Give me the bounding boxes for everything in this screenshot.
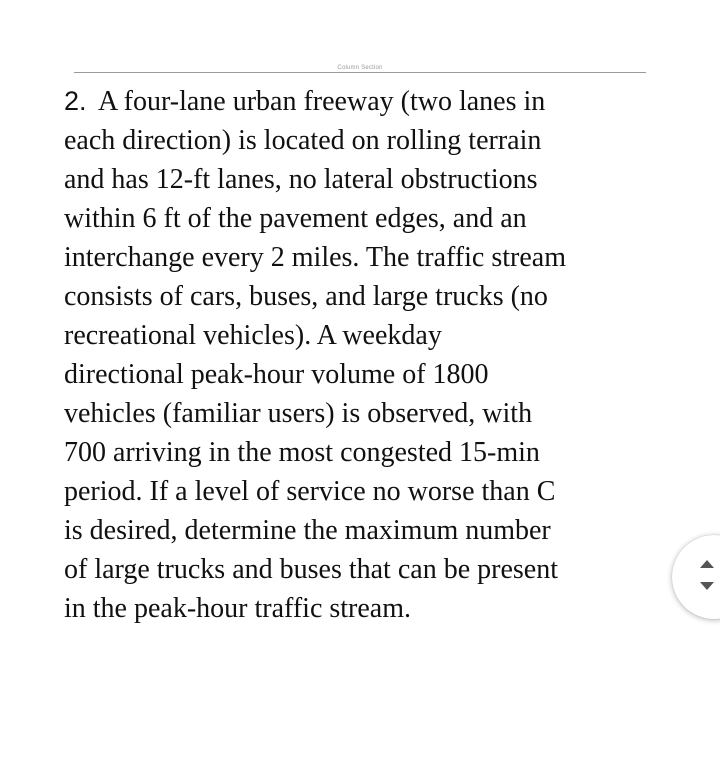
problem-line: each direction) is located on rolling terrain	[64, 125, 542, 156]
scroll-down-arrow-icon[interactable]	[700, 582, 714, 590]
scroll-up-down-button[interactable]	[672, 535, 720, 619]
problem-number: 2.	[64, 86, 87, 116]
problem-line: vehicles (familiar users) is observed, with	[64, 398, 533, 429]
problem-line: period. If a level of service no worse than C	[64, 476, 556, 507]
problem-line: is desired, determine the maximum number	[64, 515, 551, 546]
scroll-up-down-icon	[698, 557, 716, 593]
scroll-up-arrow-icon[interactable]	[700, 560, 714, 568]
problem-line: and has 12-ft lanes, no lateral obstructions	[64, 164, 538, 195]
header-divider	[74, 72, 646, 73]
problem-line: 700 arriving in the most congested 15-min	[64, 437, 540, 468]
problem-line: within 6 ft of the pavement edges, and an	[64, 203, 527, 234]
problem-line: interchange every 2 miles. The traffic stream	[64, 242, 566, 273]
problem-line: in the peak-hour traffic stream.	[64, 593, 412, 624]
problem-line: of large trucks and buses that can be present	[64, 554, 558, 585]
header-caption: Column Section	[337, 65, 383, 71]
problem-line: recreational vehicles). A weekday	[64, 320, 442, 351]
problem-line: A four-lane urban freeway (two lanes in	[98, 86, 546, 117]
problem-line: directional peak-hour volume of 1800	[64, 359, 489, 390]
problem-text	[64, 82, 664, 628]
problem-line: consists of cars, buses, and large trucks (no	[64, 281, 548, 312]
